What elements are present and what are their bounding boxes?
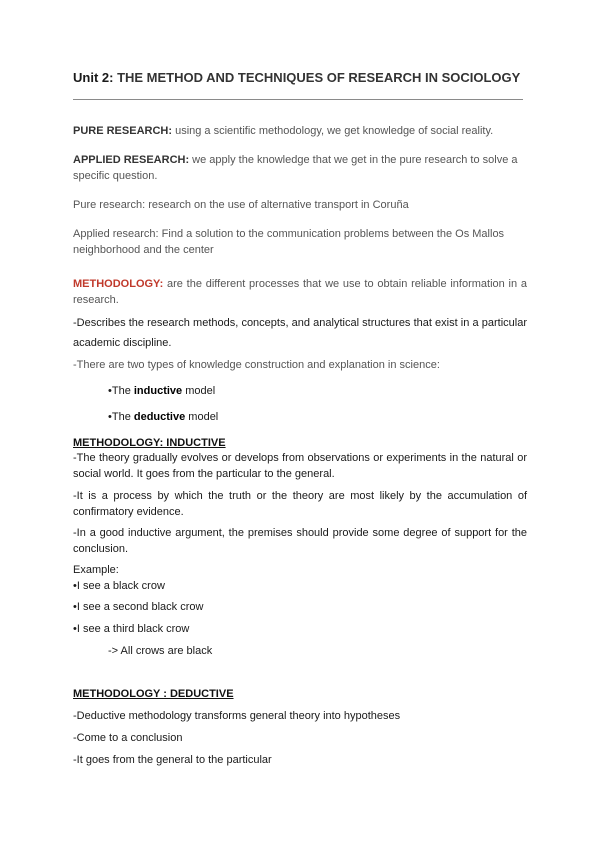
pure-research-definition (73, 123, 527, 139)
inductive-paragraph-1: -The theory gradually evolves or develops from observations or experiments in the natural or social world. It goes from the particular to the general. (73, 452, 527, 480)
pure-research-label: PURE RESEARCH: (73, 125, 173, 137)
title-rest: THE METHOD AND TECHNIQUES OF RESEARCH IN SOCIOLOGY (113, 70, 521, 85)
methodology-definition (73, 276, 527, 308)
deductive-keyword: deductive (133, 411, 186, 423)
inductive-keyword: inductive (133, 385, 183, 397)
deductive-heading: METHODOLOGY : DEDUCTIVE (73, 688, 234, 700)
example-conclusion: -> All crows are black (108, 645, 213, 657)
methodology-text: are the different processes that we use to obtain reliable information in a research. (73, 278, 527, 306)
deductive-paragraph-2: -Come to a conclusion (73, 732, 183, 744)
bullet-suffix: model (182, 385, 216, 397)
applied-research-label: APPLIED RESEARCH: (73, 154, 190, 166)
example-label: Example: (73, 564, 119, 576)
title-prefix: Unit 2: (73, 70, 114, 85)
applied-research-example: Applied research: Find a solution to the communication problems between the Os Mallos neighborhood and the center (73, 228, 505, 256)
inductive-paragraph-3: -In a good inductive argument, the premises should provide some degree of support for the conclusion. (73, 527, 527, 555)
methodology-types-intro: -There are two types of knowledge construction and explanation in science: (73, 359, 440, 371)
pure-research-text: using a scientific methodology, we get knowledge of social reality. (172, 125, 494, 137)
deductive-paragraph-3: -It goes from the general to the particular (73, 754, 272, 766)
page-title (73, 70, 533, 85)
title-divider (73, 99, 523, 100)
deductive-paragraph-1: -Deductive methodology transforms general theory into hypotheses (73, 710, 401, 722)
deductive-model-bullet (108, 409, 408, 425)
example-item-1: •I see a black crow (73, 580, 165, 592)
methodology-label: METHODOLOGY: (73, 278, 164, 290)
example-item-2: •I see a second black crow (73, 601, 204, 613)
bullet-suffix: model (185, 411, 219, 423)
inductive-model-bullet (108, 383, 408, 399)
applied-research-text: we apply the knowledge that we get in the pure research to solve a specific question. (73, 154, 518, 182)
pure-research-example: Pure research: research on the use of alternative transport in Coruña (73, 199, 409, 211)
inductive-heading: METHODOLOGY: INDUCTIVE (73, 437, 226, 449)
bullet-prefix: •The (108, 411, 134, 423)
methodology-describes: -Describes the research methods, concepts, and analytical structures that exist in a particular academic discipline. (73, 317, 527, 349)
example-item-3: •I see a third black crow (73, 623, 190, 635)
inductive-paragraph-2: -It is a process by which the truth or the theory are most likely by the accumulation of confirmatory evidence. (73, 490, 527, 518)
bullet-prefix: •The (108, 385, 134, 397)
applied-research-definition (73, 152, 527, 184)
